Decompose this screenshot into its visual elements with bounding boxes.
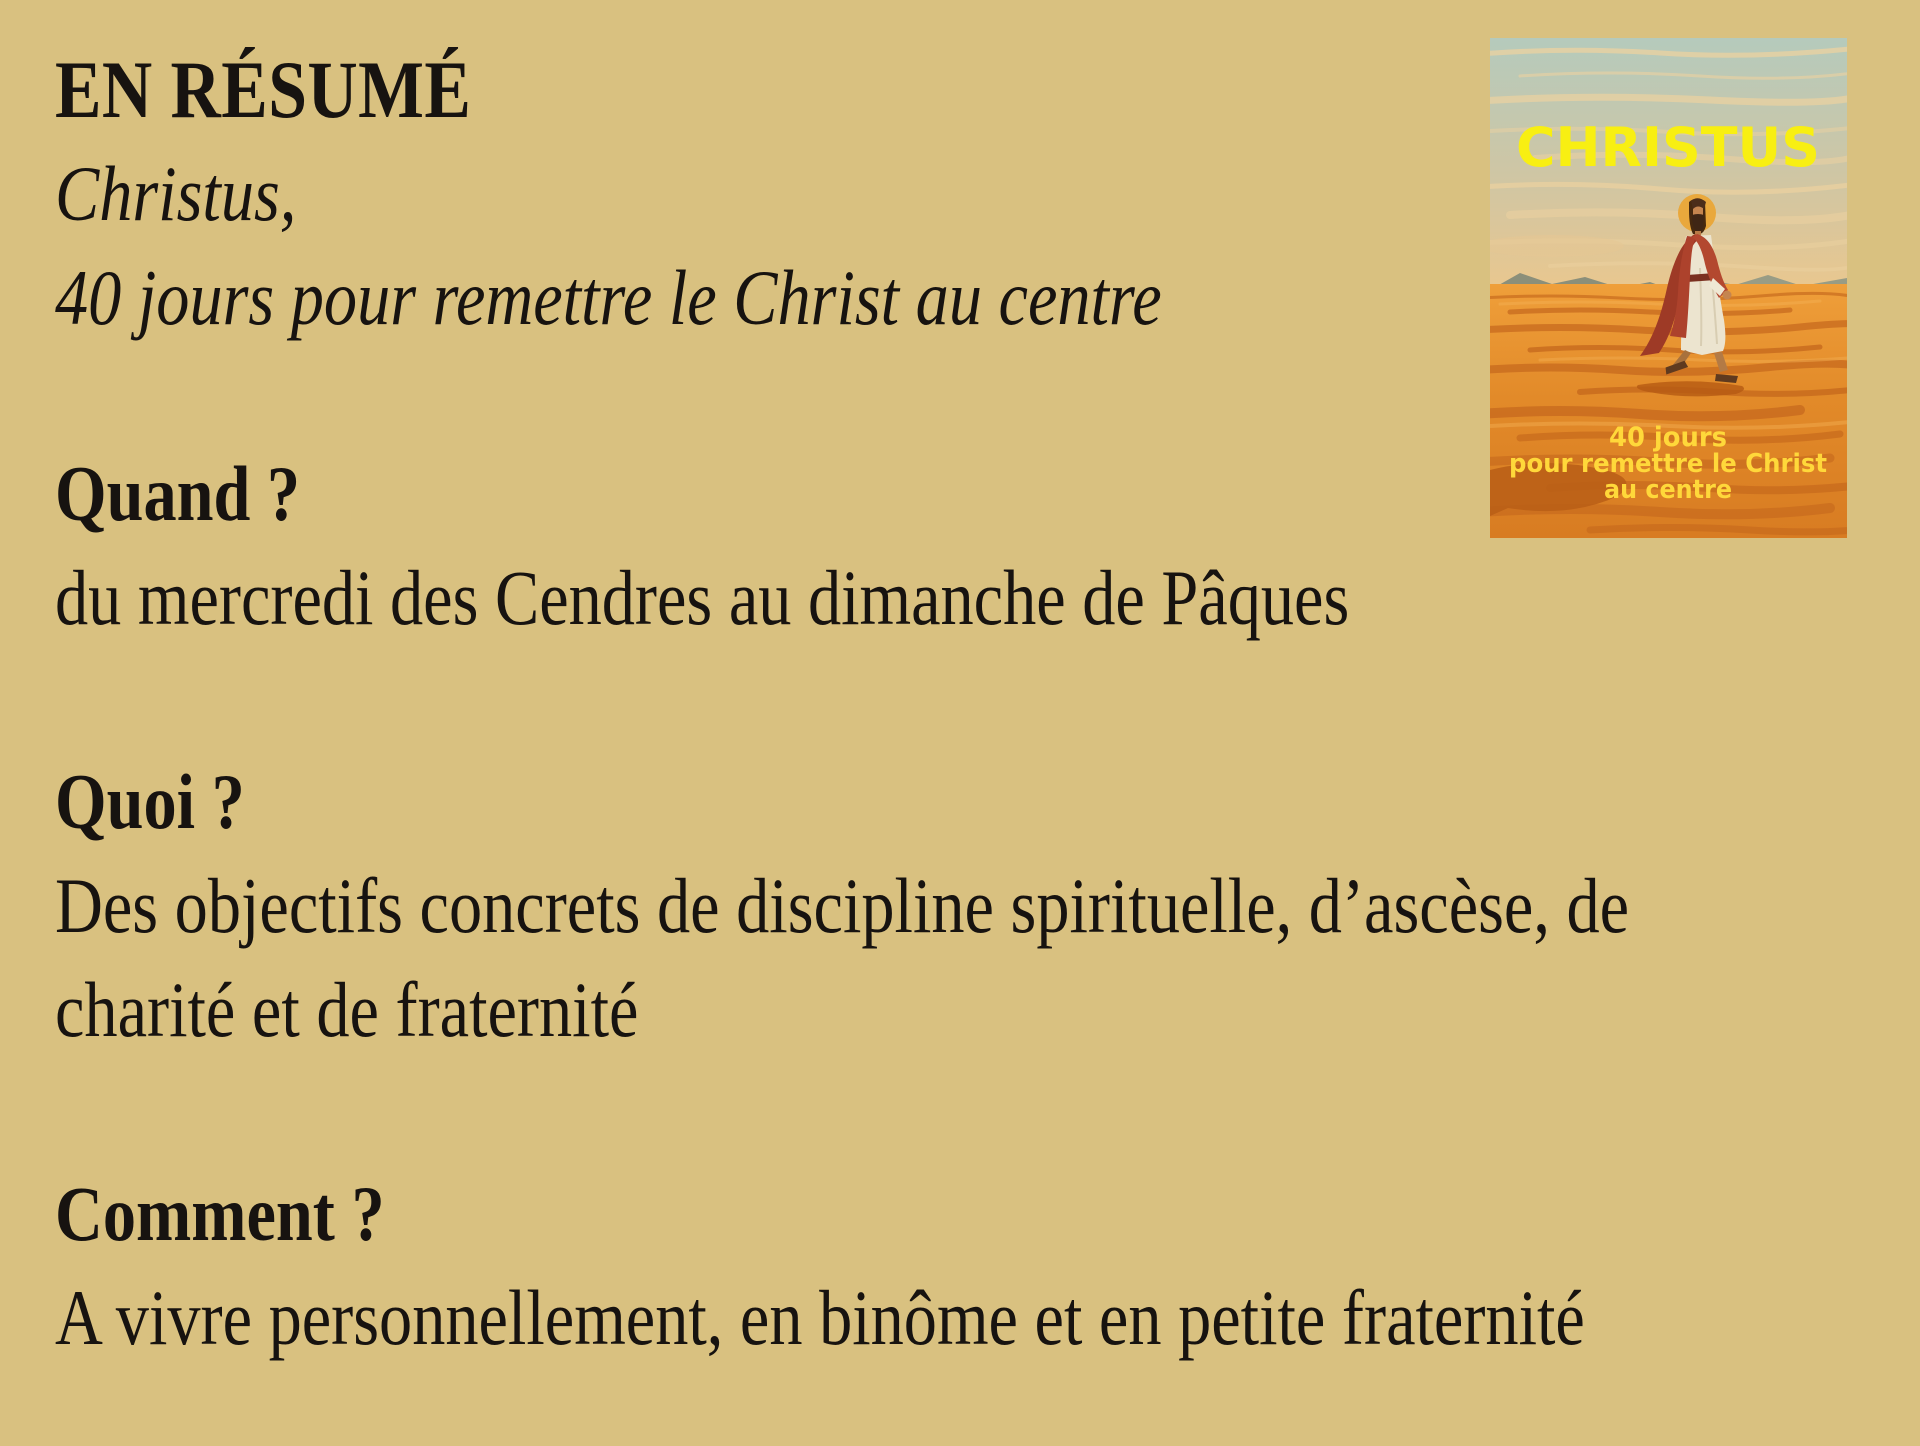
section-line-text: A vivre personnellement, en binôme et en petite fraternité — [55, 1274, 1585, 1361]
poster-tagline-line: pour remettre le Christ — [1509, 449, 1827, 479]
subtitle-line-text: Christus, — [55, 150, 297, 237]
section-line — [55, 854, 1885, 958]
section-spacer — [55, 650, 1885, 750]
section-line-text: charité et de fraternité — [55, 966, 639, 1053]
section-heading-quoi — [55, 750, 1885, 854]
section-heading-text: Quand ? — [55, 450, 301, 537]
poster-illustration — [1490, 38, 1847, 538]
section-heading-text: Quoi ? — [55, 758, 245, 845]
hand — [1723, 291, 1732, 300]
section-heading-text: Comment ? — [55, 1170, 385, 1257]
section-line-text: du mercredi des Cendres au dimanche de Pâques — [55, 554, 1350, 641]
poster-title: CHRISTUS — [1516, 116, 1820, 179]
page-title-text: EN RÉSUMÉ — [55, 44, 472, 135]
poster-tagline-line: 40 jours — [1609, 422, 1727, 453]
section-line-text: Des objectifs concrets de discipline spirituelle, d’ascèse, de — [55, 862, 1630, 949]
section-line — [55, 546, 1885, 650]
subtitle-line-text: 40 jours pour remettre le Christ au centre — [55, 254, 1162, 341]
christus-poster-image — [1490, 38, 1847, 538]
section-heading-comment — [55, 1162, 1885, 1266]
section-line — [55, 1266, 1885, 1370]
section-line — [55, 958, 1885, 1062]
section-spacer — [55, 1062, 1885, 1162]
poster-tagline-line: au centre — [1604, 475, 1732, 505]
